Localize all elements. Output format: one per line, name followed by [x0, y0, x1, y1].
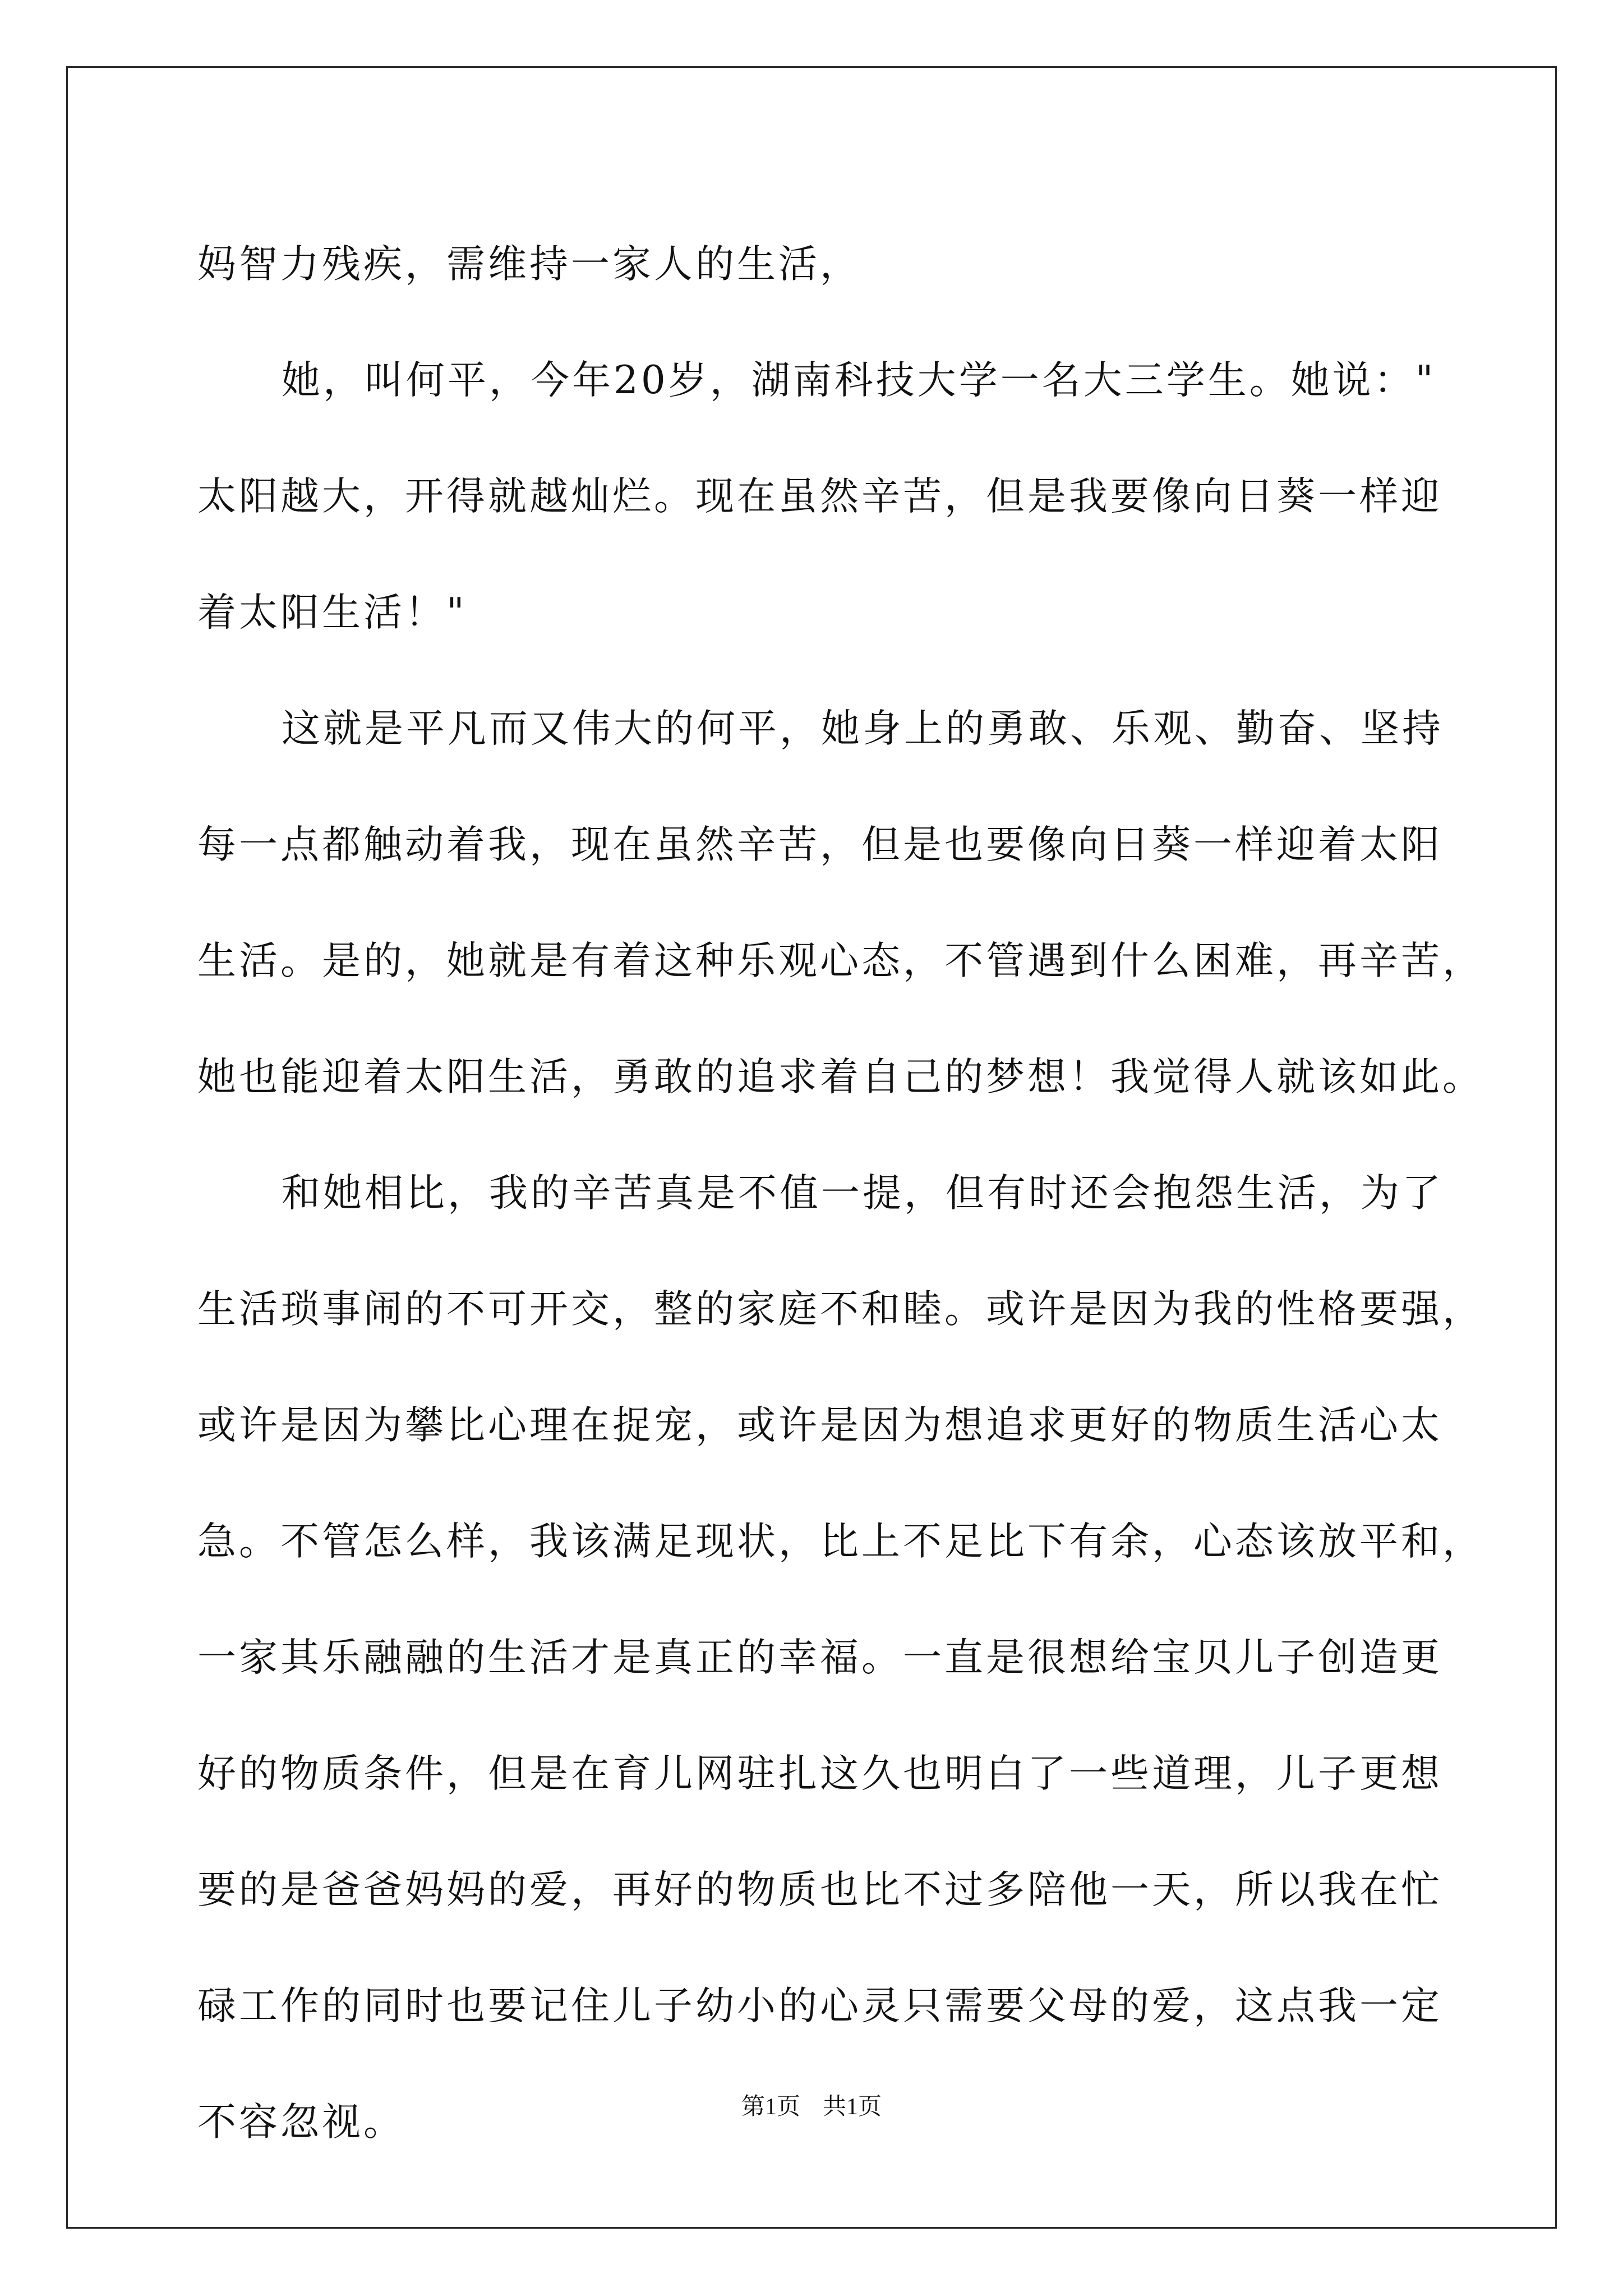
page-number: 第1页 [741, 2094, 800, 2120]
page-footer [0, 2088, 1623, 2122]
text-line: 一家其乐融融的生活才是真正的幸福。一直是很想给宝贝儿子创造更 [197, 1635, 1442, 1680]
text-line: 妈智力残疾，需维持一家人的生活， [197, 242, 861, 287]
text-line: 她也能迎着太阳生活，勇敢的追求着自己的梦想！我觉得人就该如此。 [197, 1055, 1484, 1099]
text-line: 急。不管怎么样，我该满足现状，比上不足比下有余，心态该放平和， [197, 1519, 1484, 1564]
text-line: 碌工作的同时也要记住儿子幼小的心灵只需要父母的爱，这点我一定 [197, 1984, 1442, 2028]
paragraph-start-line: 这就是平凡而又伟大的何平，她身上的勇敢、乐观、勤奋、坚持 [282, 706, 1444, 751]
document-body [197, 206, 1484, 2180]
paragraph-start-line: 和她相比，我的辛苦真是不值一提，但有时还会抱怨生活，为了 [282, 1171, 1444, 1216]
text-line: 要的是爸爸妈妈的爱，再好的物质也比不过多陪他一天，所以我在忙 [197, 1867, 1442, 1912]
text-line: 好的物质条件，但是在育儿网驻扎这久也明白了一些道理，儿子更想 [197, 1751, 1442, 1796]
text-line: 太阳越大，开得就越灿烂。现在虽然辛苦，但是我要像向日葵一样迎 [197, 474, 1442, 519]
text-line: 不容忽视。 [197, 2100, 405, 2145]
paragraph-start-line: 她，叫何平，今年20岁，湖南科技大学一名大三学生。她说：" [282, 358, 1436, 403]
text-line: 生活。是的，她就是有着这种乐观心态，不管遇到什么困难，再辛苦， [197, 938, 1484, 983]
text-line: 或许是因为攀比心理在捉宠，或许是因为想追求更好的物质生活心太 [197, 1403, 1442, 1448]
page-total: 共1页 [823, 2094, 882, 2120]
text-line: 生活琐事闹的不可开交，整的家庭不和睦。或许是因为我的性格要强， [197, 1287, 1484, 1332]
text-line: 着太阳生活！" [197, 590, 467, 635]
text-line: 每一点都触动着我，现在虽然辛苦，但是也要像向日葵一样迎着太阳 [197, 822, 1442, 867]
